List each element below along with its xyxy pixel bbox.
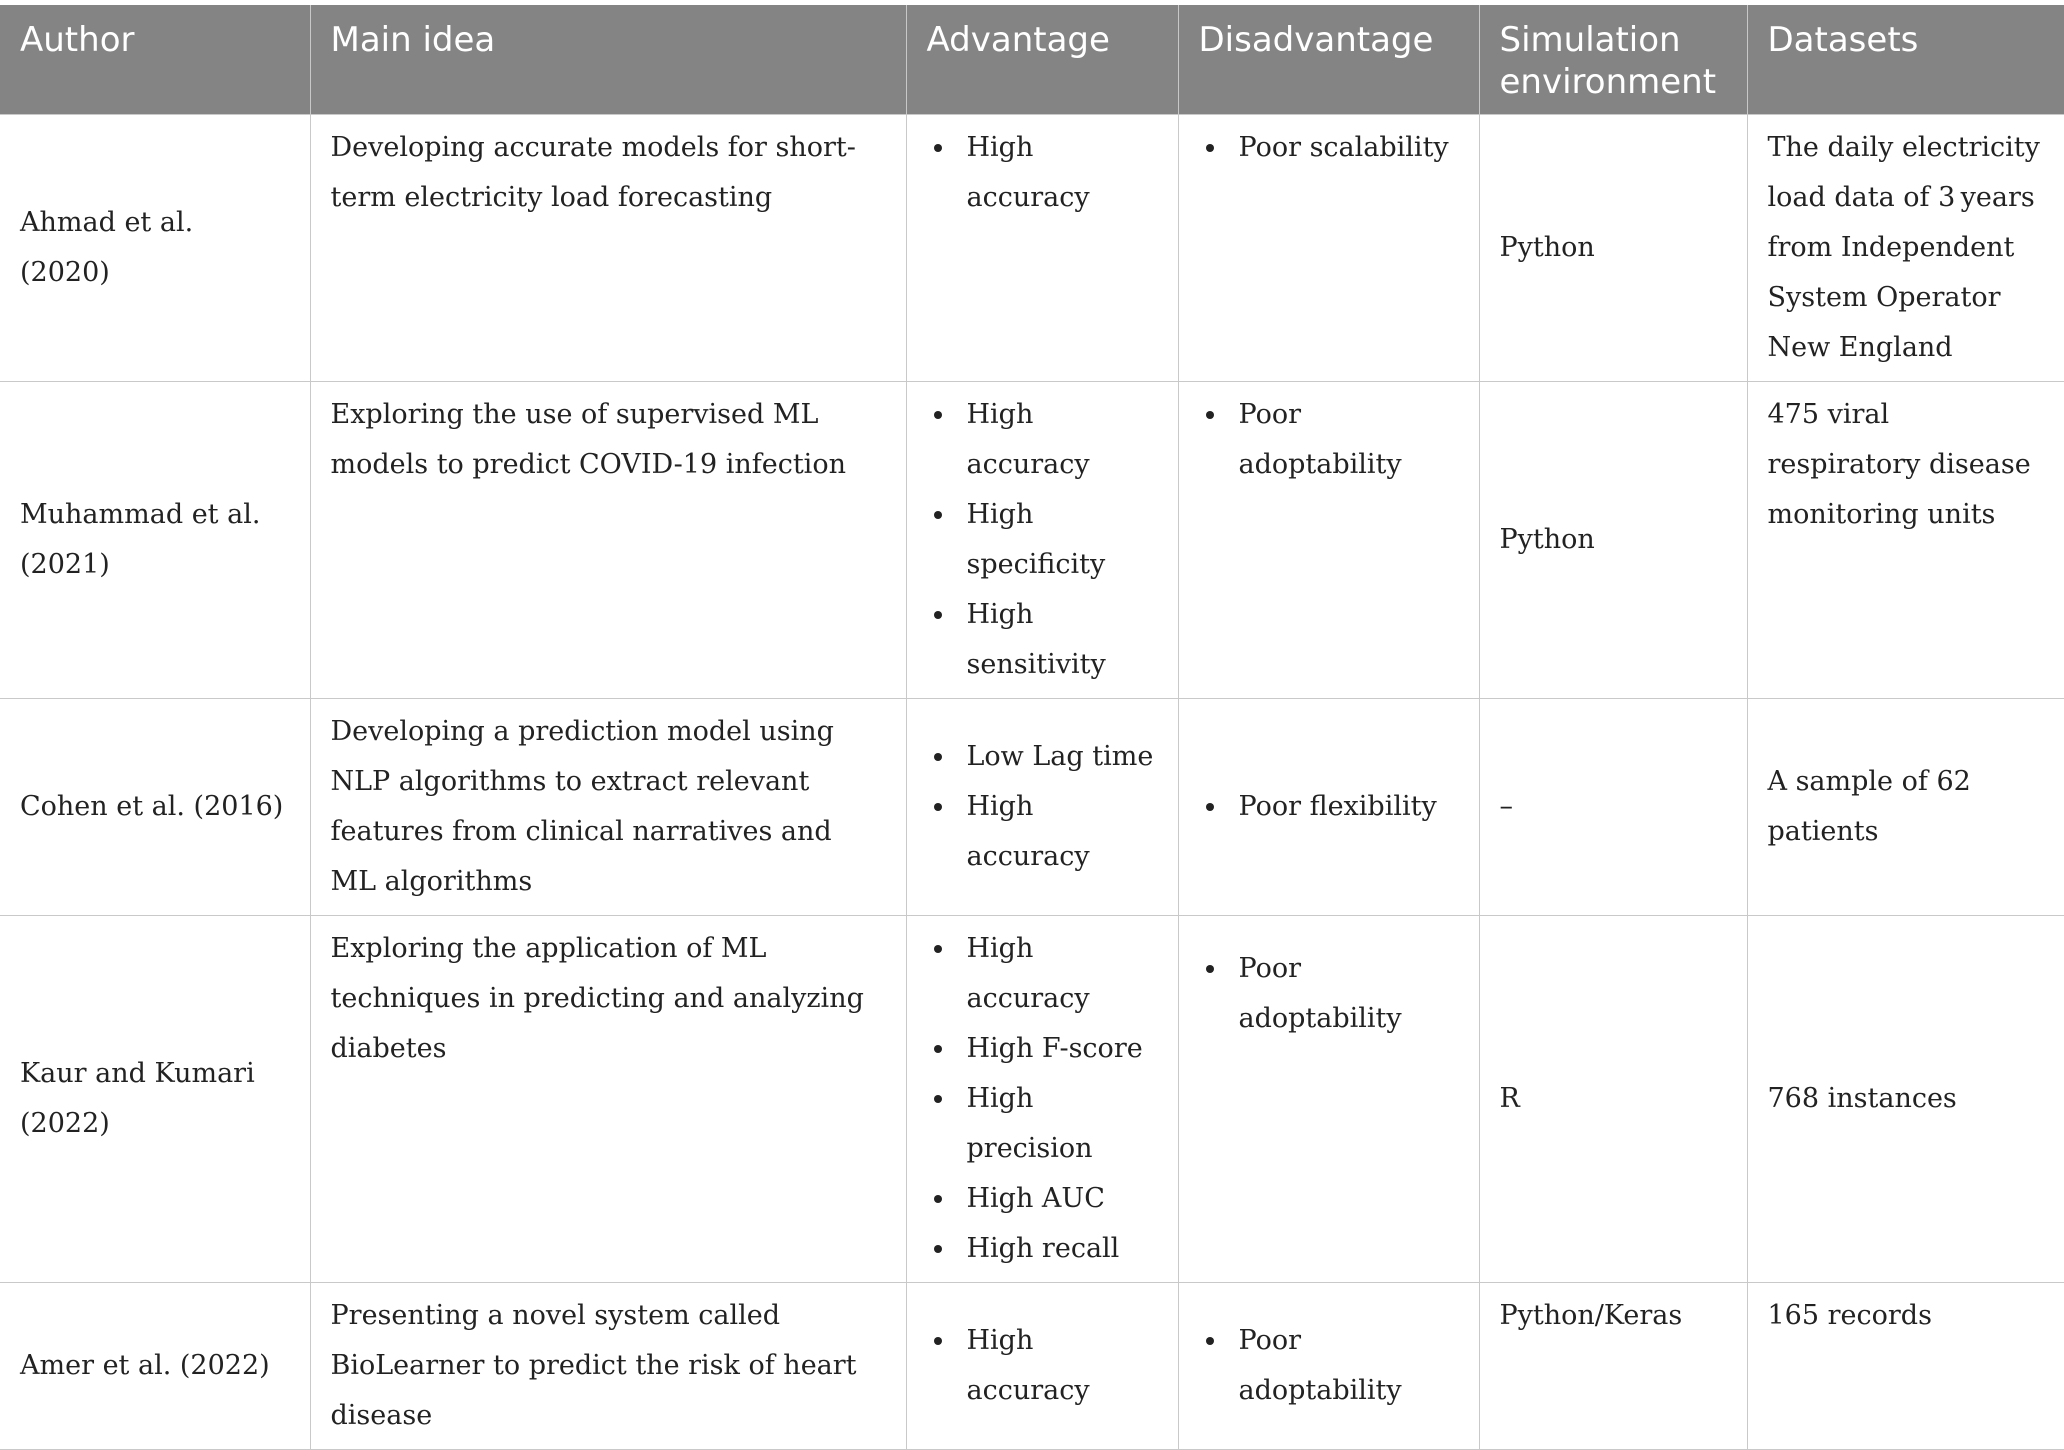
main-idea-cell: Exploring the use of supervised ML models to predict COVID-19 infection (310, 381, 906, 698)
header-datasets: Datasets (1747, 5, 2064, 114)
table-row (0, 915, 2064, 1282)
advantage-item: • High accuracy (957, 390, 1158, 490)
author-link[interactable]: Cohen et al. (2016) (0, 698, 310, 915)
main-idea-cell: Exploring the application of ML techniques in predicting and analyzing diabetes (310, 915, 906, 1282)
advantage-cell (906, 698, 1178, 915)
advantage-item: • High accuracy (957, 1316, 1158, 1416)
environment-cell: Python (1479, 381, 1747, 698)
author-link[interactable]: Amer et al. (2022) (0, 1282, 310, 1449)
disadvantage-item: • Poor scalability (1229, 123, 1459, 173)
main-idea-cell: Developing a prediction model using NLP algorithms to extract relevant features from clinical narratives and ML algorithms (310, 698, 906, 915)
header-row (0, 5, 2064, 114)
advantage-cell (906, 114, 1178, 381)
disadvantage-cell (1178, 915, 1479, 1282)
advantage-item: • High accuracy (957, 782, 1158, 882)
dataset-cell: The daily electricity load data of 3 years from Independent System Operator New England (1747, 114, 2064, 381)
advantage-item: • High accuracy (957, 924, 1158, 1024)
advantage-item: • High sensitivity (957, 590, 1158, 690)
advantage-cell (906, 915, 1178, 1282)
table-row (0, 381, 2064, 698)
advantage-item: • Low Lag time (957, 732, 1158, 782)
disadvantage-item: • Poor adoptability (1229, 1316, 1459, 1416)
main-idea-cell: Developing accurate models for short-term electricity load forecasting (310, 114, 906, 381)
table-row (0, 1282, 2064, 1449)
environment-cell: – (1479, 698, 1747, 915)
author-link[interactable]: Muhammad et al. (2021) (0, 381, 310, 698)
header-main-idea: Main idea (310, 5, 906, 114)
environment-cell: Python/Keras (1479, 1282, 1747, 1449)
header-author: Author (0, 5, 310, 114)
header-advantage: Advantage (906, 5, 1178, 114)
author-link[interactable]: Ahmad et al. (2020) (0, 114, 310, 381)
disadvantage-cell (1178, 1282, 1479, 1449)
advantage-item: • High precision (957, 1074, 1158, 1174)
advantage-cell (906, 1282, 1178, 1449)
dataset-cell: A sample of 62 patients (1747, 698, 2064, 915)
header-disadvantage: Disadvantage (1178, 5, 1479, 114)
advantage-item: • High recall (957, 1224, 1158, 1274)
environment-cell: Python (1479, 114, 1747, 381)
advantage-item: • High F-score (957, 1024, 1158, 1074)
disadvantage-cell (1178, 381, 1479, 698)
header-simulation-environment: Simulation environment (1479, 5, 1747, 114)
advantage-item: • High AUC (957, 1174, 1158, 1224)
disadvantage-item: • Poor flexibility (1229, 782, 1459, 832)
disadvantage-item: • Poor adoptability (1229, 390, 1459, 490)
advantage-item: • High specificity (957, 490, 1158, 590)
disadvantage-item: • Poor adoptability (1229, 944, 1459, 1044)
advantage-cell (906, 381, 1178, 698)
author-link[interactable]: Kaur and Kumari (2022) (0, 915, 310, 1282)
disadvantage-cell (1178, 698, 1479, 915)
advantage-item: • High accuracy (957, 123, 1158, 223)
dataset-cell: 165 records (1747, 1282, 2064, 1449)
table-row (0, 698, 2064, 915)
dataset-cell: 475 viral respiratory disease monitoring units (1747, 381, 2064, 698)
comparison-table (0, 5, 2064, 1450)
disadvantage-cell (1178, 114, 1479, 381)
main-idea-cell: Presenting a novel system called BioLearner to predict the risk of heart disease (310, 1282, 906, 1449)
table-row (0, 114, 2064, 381)
dataset-cell: 768 instances (1747, 915, 2064, 1282)
environment-cell: R (1479, 915, 1747, 1282)
